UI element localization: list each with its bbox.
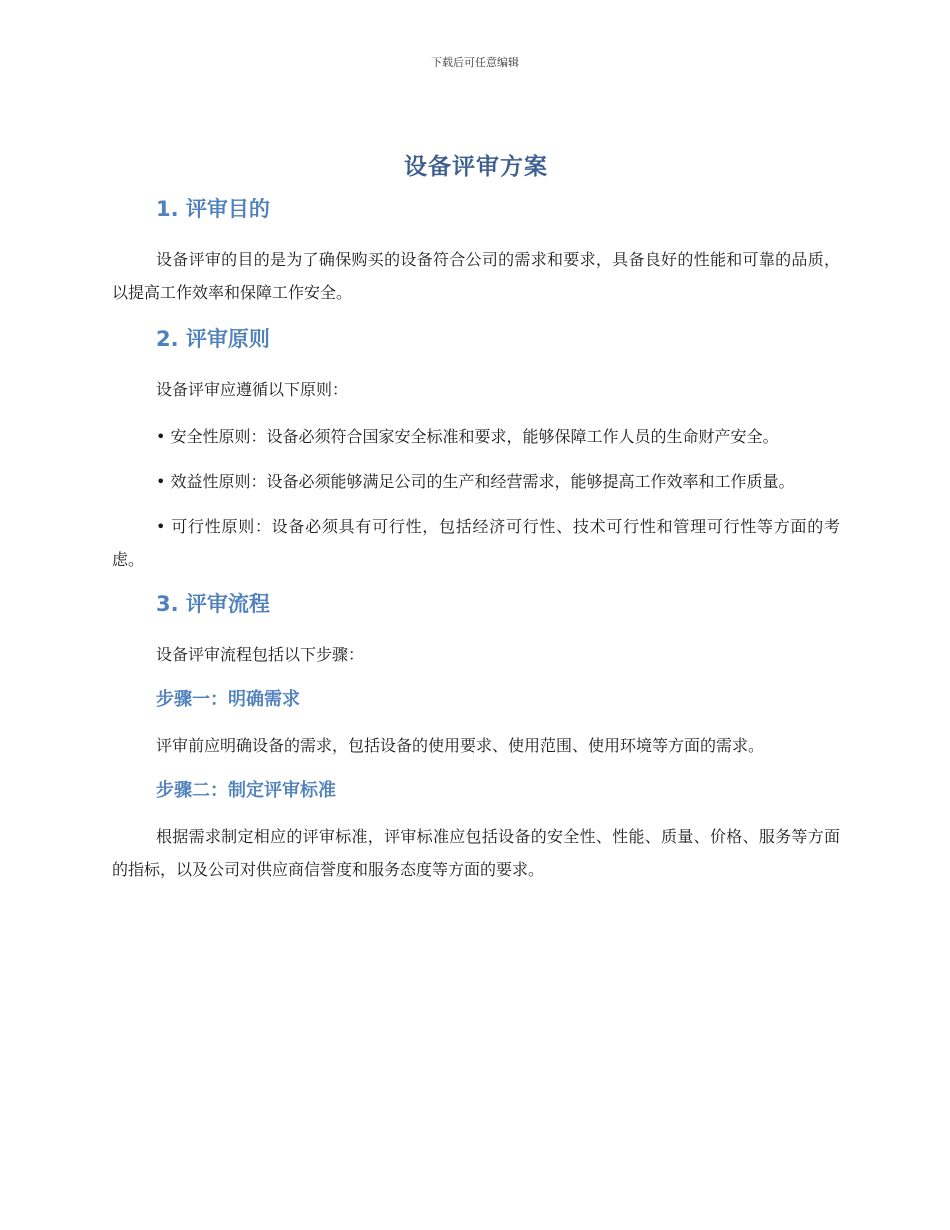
document-body	[112, 148, 840, 900]
step-two-text: 根据需求制定相应的评审标准，评审标准应包括设备的安全性、性能、质量、价格、服务等方面的指标，以及公司对供应商信誉度和服务态度等方面的要求。	[112, 827, 840, 879]
step-one-heading: 步骤一：明确需求	[156, 689, 300, 710]
section-heading-principles: 2. 评审原则	[156, 327, 270, 351]
section-heading-purpose: 1. 评审目的	[156, 197, 270, 221]
section-heading-process: 3. 评审流程	[156, 592, 270, 616]
purpose-paragraph: 设备评审的目的是为了确保购买的设备符合公司的需求和要求，具备良好的性能和可靠的品质，以提高工作效率和保障工作安全。	[112, 250, 840, 302]
principle-item-benefit: • 效益性原则：设备必须能够满足公司的生产和经营需求，能够提高工作效率和工作质量。	[156, 472, 795, 491]
step-two-heading: 步骤二：制定评审标准	[156, 780, 336, 801]
step-one-text: 评审前应明确设备的需求，包括设备的使用要求、使用范围、使用环境等方面的需求。	[156, 736, 765, 755]
principle-item-feasibility: • 可行性原则：设备必须具有可行性，包括经济可行性、技术可行性和管理可行性等方面的考虑。	[112, 517, 840, 569]
page-header: 下载后可任意编辑	[431, 56, 519, 69]
principles-intro: 设备评审应遵循以下原则：	[156, 380, 349, 399]
document-title: 设备评审方案	[404, 154, 548, 180]
principle-item-safety: • 安全性原则：设备必须符合国家安全标准和要求，能够保障工作人员的生命财产安全。	[156, 427, 779, 446]
process-intro: 设备评审流程包括以下步骤：	[156, 645, 365, 664]
